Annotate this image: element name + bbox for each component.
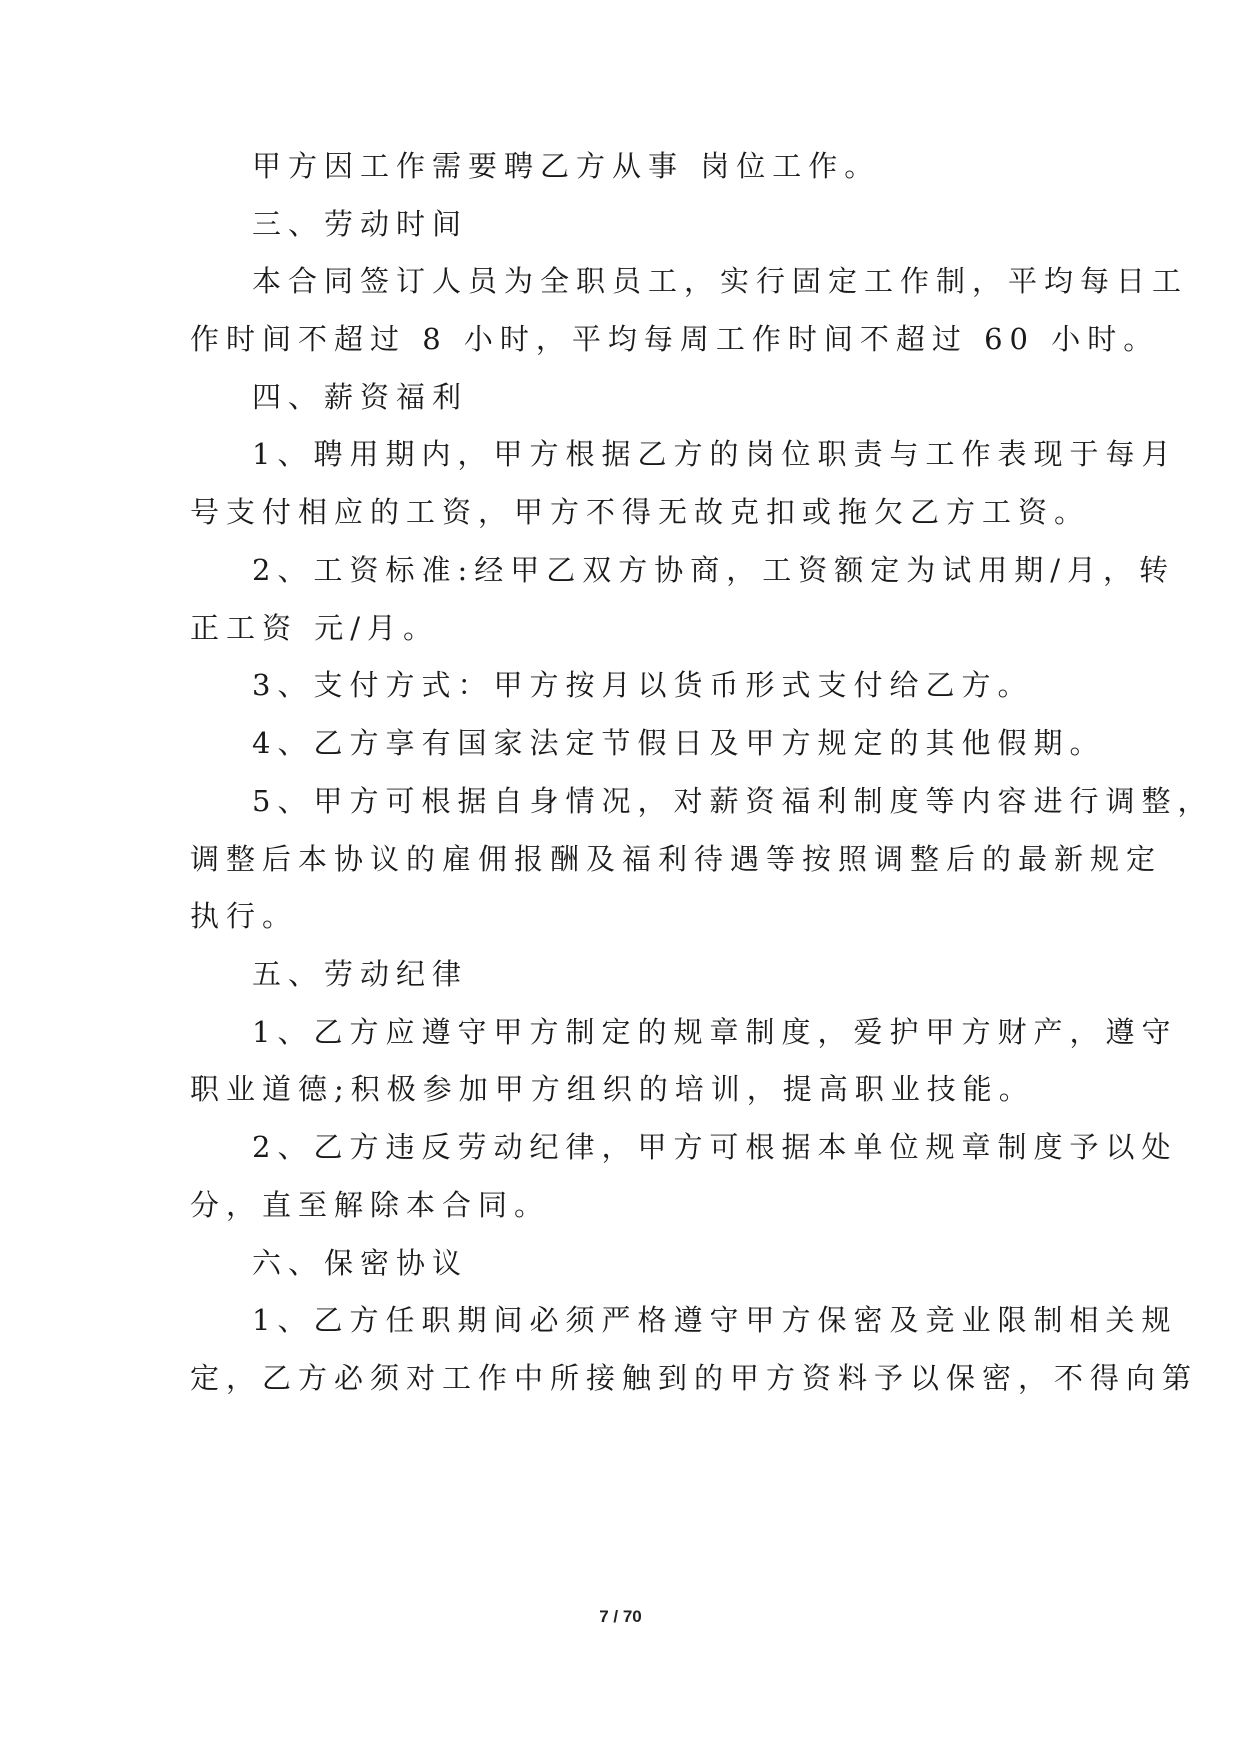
body-text-line: 职业道德;积极参加甲方组织的培训，提高职业技能。	[190, 1072, 1035, 1106]
body-text-line: 定，乙方必须对工作中所接触到的甲方资料予以保密，不得向第	[190, 1361, 1199, 1395]
body-text-line: 3、支付方式：甲方按月以货币形式支付给乙方。	[252, 668, 1034, 702]
body-text-line: 1、乙方应遵守甲方制定的规章制度，爱护甲方财产，遵守	[252, 1015, 1178, 1049]
body-text-line: 甲方因工作需要聘乙方从事 岗位工作。	[252, 149, 881, 183]
body-text-line: 1、乙方任职期间必须严格遵守甲方保密及竞业限制相关规	[252, 1303, 1178, 1337]
body-text-line: 5、甲方可根据自身情况，对薪资福利制度等内容进行调整，	[252, 784, 1214, 818]
body-text-line: 2、乙方违反劳动纪律，甲方可根据本单位规章制度予以处	[252, 1130, 1178, 1164]
page-number: 7 / 70	[599, 1607, 642, 1626]
body-text-line: 1、聘用期内，甲方根据乙方的岗位职责与工作表现于每月	[252, 437, 1178, 471]
body-text-line: 本合同签订人员为全职员工，实行固定工作制，平均每日工	[252, 264, 1189, 298]
body-text-line: 2、工资标准:经甲乙双方协商，工资额定为试用期/月，转	[252, 553, 1175, 587]
body-text-line: 正工资 元/月。	[190, 611, 439, 645]
section-heading: 五、劳动纪律	[252, 957, 469, 991]
section-heading: 三、劳动时间	[252, 207, 469, 241]
body-text-line: 分，直至解除本合同。	[190, 1188, 551, 1222]
body-text-line: 4、乙方享有国家法定节假日及甲方规定的其他假期。	[252, 726, 1106, 760]
section-heading: 六、保密协议	[252, 1246, 469, 1280]
body-text-line: 调整后本协议的雇佣报酬及福利待遇等按照调整后的最新规定	[190, 842, 1163, 876]
body-text-line: 号支付相应的工资，甲方不得无故克扣或拖欠乙方工资。	[190, 495, 1091, 529]
body-text-line: 作时间不超过 8 小时，平均每周工作时间不超过 60 小时。	[190, 322, 1160, 356]
section-heading: 四、薪资福利	[252, 380, 469, 414]
body-text-line: 执行。	[190, 899, 299, 933]
